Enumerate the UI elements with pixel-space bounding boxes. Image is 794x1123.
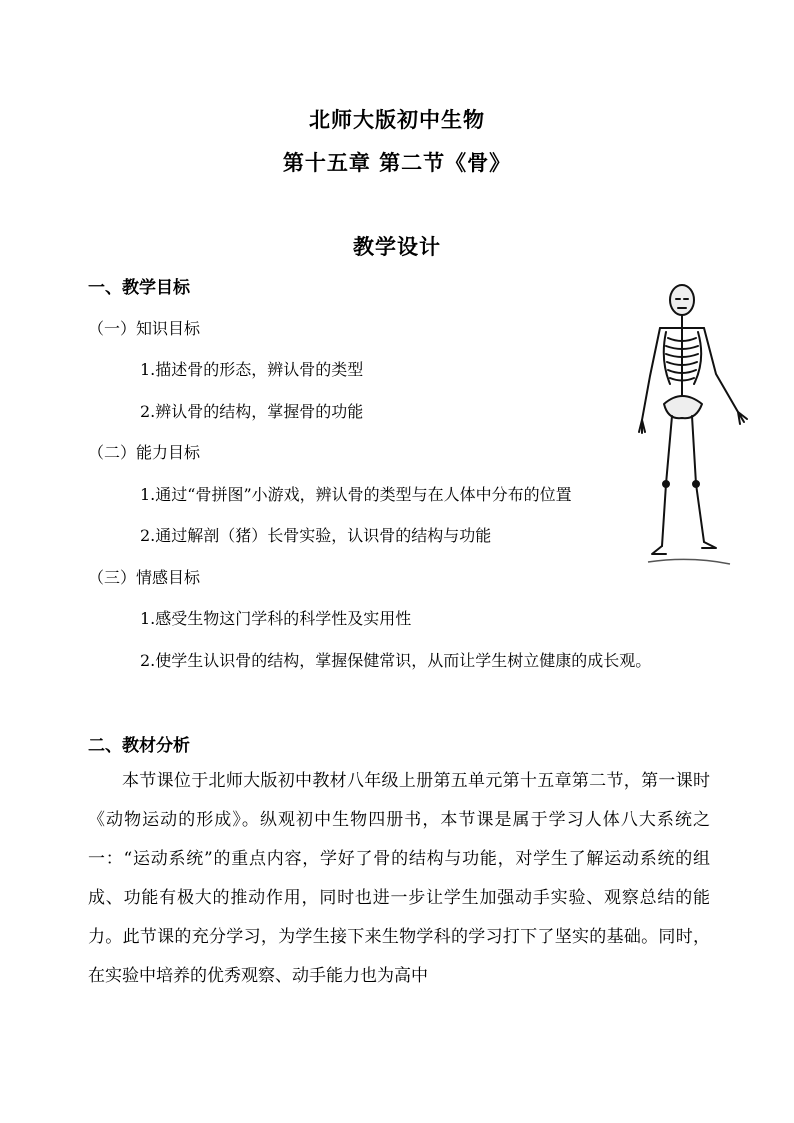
subheading-emotion: （三）情感目标 bbox=[88, 568, 201, 587]
section-heading-objectives: 一、教学目标 bbox=[88, 278, 190, 298]
list-item: 2.使学生认识骨的结构，掌握保健常识，从而让学生树立健康的成长观。 bbox=[140, 651, 652, 670]
document-subtitle: 第十五章 第二节《骨》 bbox=[282, 150, 512, 175]
list-item: 1.感受生物这门学科的科学性及实用性 bbox=[140, 609, 412, 628]
list-item: 2.通过解剖（猪）长骨实验，认识骨的结构与功能 bbox=[140, 526, 492, 545]
subheading-knowledge: （一）知识目标 bbox=[88, 319, 201, 338]
document-type-title: 教学设计 bbox=[353, 234, 441, 259]
skeleton-icon bbox=[620, 280, 770, 580]
subheading-ability: （二）能力目标 bbox=[88, 443, 201, 462]
document-title: 北师大版初中生物 bbox=[309, 107, 485, 132]
list-item: 1.描述骨的形态，辨认骨的类型 bbox=[140, 360, 364, 379]
list-item: 1.通过“骨拼图”小游戏，辨认骨的类型与在人体中分布的位置 bbox=[140, 485, 572, 504]
analysis-paragraph: 本节课位于北师大版初中教材八年级上册第五单元第十五章第二节，第一课时《动物运动的形成》。纵观初中生物四册书，本节课是属于学习人体八大系统之一：“运动系统”的重点内容，学好了骨的结构与功能，对学生了解运动系统的组成、功能有极大的推动作用，同时也进一步让学生加强动手实验、观察总结的能力。此节课的充分学习，为学生接下来生物学科的学习打下了坚实的基础。同时，在实验中培养的优秀观察、动手能力也为高中 bbox=[88, 771, 710, 986]
list-item: 2.辨认骨的结构，掌握骨的功能 bbox=[140, 402, 364, 421]
section-heading-analysis: 二、教材分析 bbox=[88, 736, 190, 756]
